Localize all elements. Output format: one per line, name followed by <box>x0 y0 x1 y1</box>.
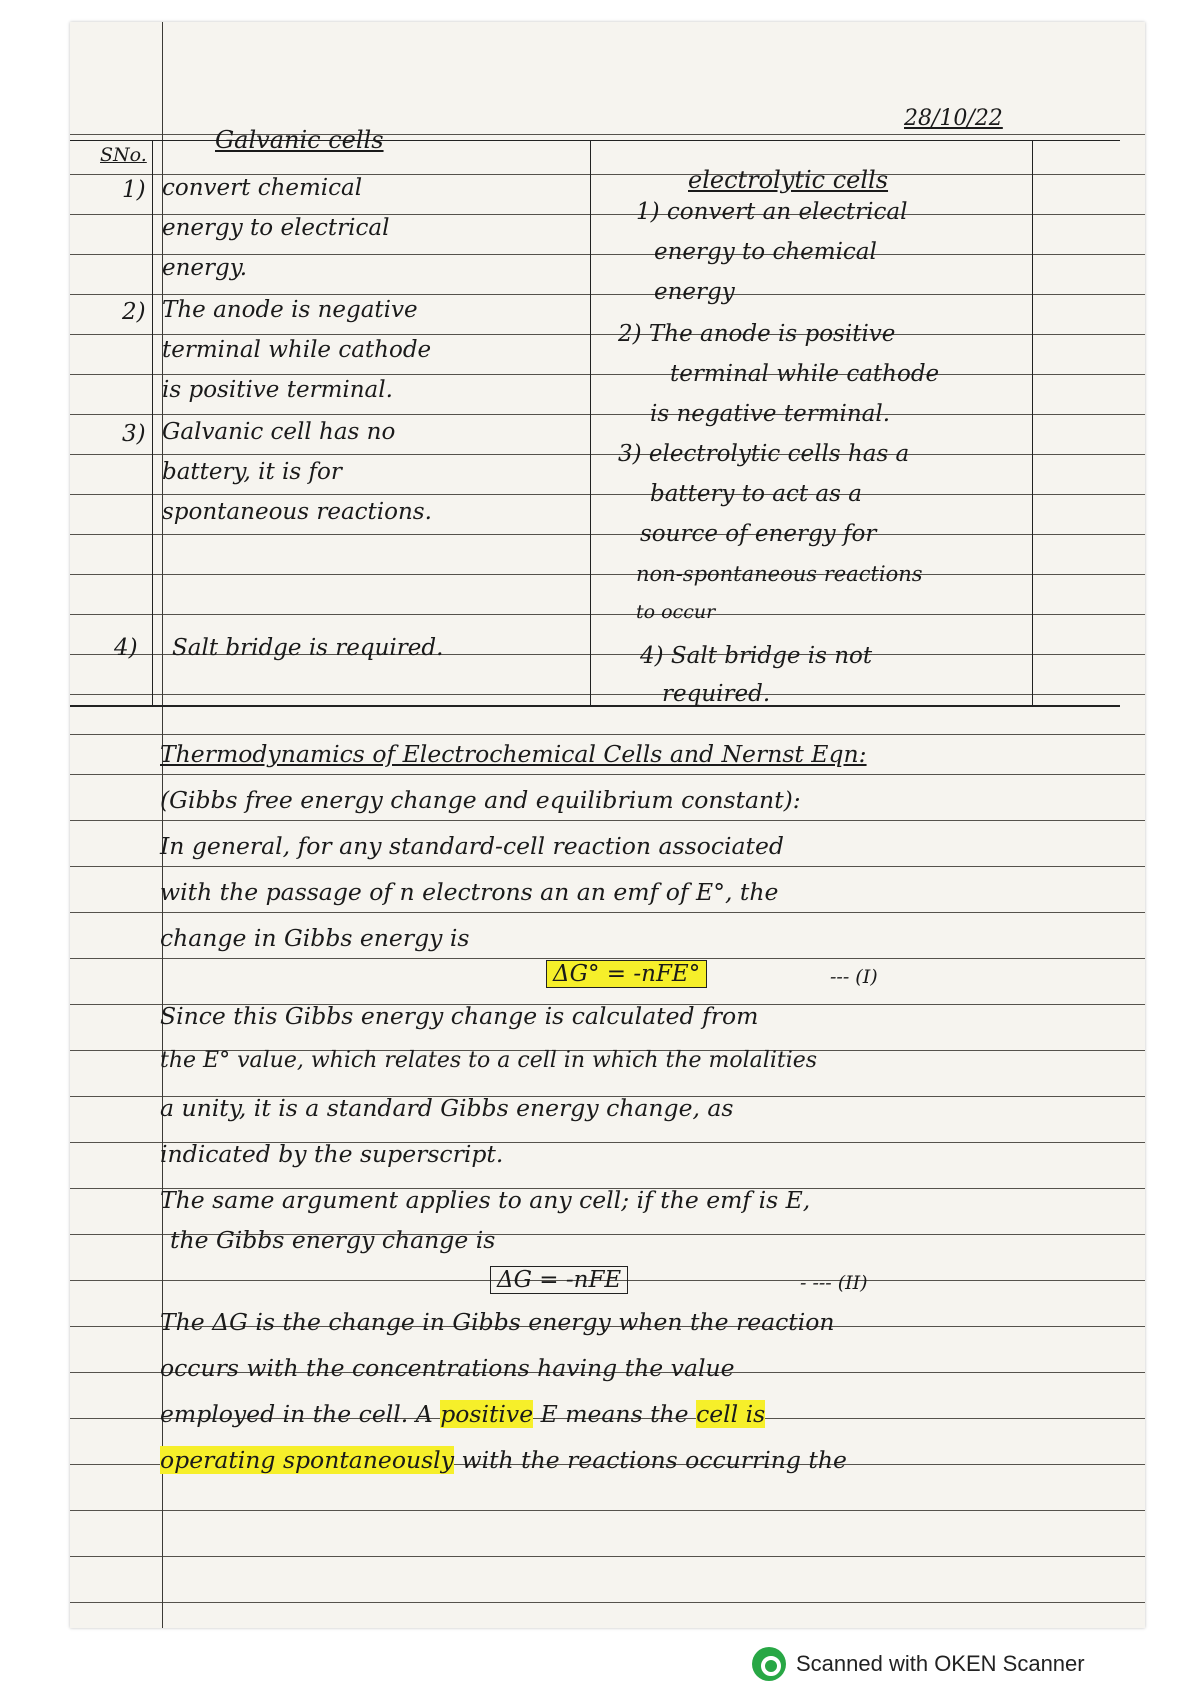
galvanic-row-1-line-3: energy. <box>162 255 248 281</box>
paragraph-fragment: A <box>415 1400 433 1428</box>
paragraph-line: In general, for any standard-cell reaction associated <box>160 832 784 860</box>
paragraph-fragment: employed in the cell. <box>160 1400 409 1428</box>
galvanic-row-2-line-2: terminal while cathode <box>162 337 432 363</box>
paragraph-line: with the passage of n electrons an an emf of E°, the <box>160 878 779 906</box>
electrolytic-row-1-line-2: energy to chemical <box>654 239 877 265</box>
paragraph-line: the E° value, which relates to a cell in which the molalities <box>160 1048 818 1073</box>
ruled-line <box>70 958 1145 959</box>
section-heading: Thermodynamics of Electrochemical Cells and Nernst Eqn: <box>160 740 867 768</box>
equation-standard-gibbs: ΔG° = -nFE° <box>546 960 707 988</box>
table-bottom-border <box>70 705 1120 707</box>
galvanic-row-1-line-1: convert chemical <box>162 175 363 201</box>
paragraph-fragment: E means the <box>540 1400 689 1428</box>
ruled-line <box>70 774 1145 775</box>
ruled-line <box>70 866 1145 867</box>
table-sno-divider <box>152 140 153 705</box>
electrolytic-row-3-line-1: 3) electrolytic cells has a <box>618 441 910 467</box>
oken-logo-icon <box>752 1647 786 1681</box>
electrolytic-row-4-line-1: 4) Salt bridge is not <box>640 643 873 669</box>
equation-number: - --- (II) <box>800 1272 868 1294</box>
paragraph-line <box>160 1400 765 1428</box>
electrolytic-header: electrolytic cells <box>688 166 889 194</box>
paragraph-line: indicated by the superscript. <box>160 1140 504 1168</box>
paragraph-line <box>160 1446 847 1474</box>
ruled-line <box>70 534 1145 535</box>
galvanic-row-3-line-1: Galvanic cell has no <box>162 419 396 445</box>
electrolytic-row-2-line-1: 2) The anode is positive <box>618 321 896 347</box>
highlighted-text: cell is <box>696 1400 766 1428</box>
galvanic-header: Galvanic cells <box>215 126 384 154</box>
page-date: 28/10/22 <box>904 106 1003 131</box>
paragraph-line: the Gibbs energy change is <box>170 1226 496 1254</box>
electrolytic-row-3-line-5: to occur <box>636 601 716 623</box>
galvanic-row-3-line-3: spontaneous reactions. <box>162 499 432 525</box>
paragraph-line: a unity, it is a standard Gibbs energy change, as <box>160 1094 734 1122</box>
paragraph-line: Since this Gibbs energy change is calculated from <box>160 1002 759 1030</box>
electrolytic-row-4-line-2: required. <box>662 681 771 707</box>
ruled-line <box>70 734 1145 735</box>
electrolytic-row-1-line-1: 1) convert an electrical <box>636 199 908 225</box>
scanner-text: Scanned with OKEN Scanner <box>796 1651 1085 1676</box>
electrolytic-row-2-line-3: is negative terminal. <box>650 401 891 427</box>
paragraph-line: occurs with the concentrations having the value <box>160 1354 735 1382</box>
paragraph-fragment: with the reactions occurring the <box>461 1446 847 1474</box>
table-column-divider <box>590 140 591 705</box>
notebook-page <box>70 22 1145 1628</box>
electrolytic-row-3-line-3: source of energy for <box>640 521 877 547</box>
galvanic-row-2-line-1: The anode is negative <box>162 297 418 323</box>
ruled-line <box>70 1556 1145 1557</box>
paragraph-line: The ΔG is the change in Gibbs energy when the reaction <box>160 1308 835 1336</box>
highlighted-text: operating spontaneously <box>160 1446 454 1474</box>
scanner-watermark <box>752 1644 1085 1684</box>
galvanic-row-2-line-3: is positive terminal. <box>162 377 393 403</box>
galvanic-row-3-line-2: battery, it is for <box>162 459 342 485</box>
highlighted-text: positive <box>440 1400 534 1428</box>
ruled-line <box>70 614 1145 615</box>
electrolytic-row-2-line-2: terminal while cathode <box>670 361 940 387</box>
electrolytic-row-3-line-4: non-spontaneous reactions <box>636 562 923 586</box>
ruled-line <box>70 694 1145 695</box>
paragraph-line: The same argument applies to any cell; if the emf is E, <box>160 1186 811 1214</box>
sno-header: SNo. <box>100 144 147 166</box>
row-number: 2) <box>122 299 146 325</box>
ruled-line <box>70 912 1145 913</box>
section-subheading: (Gibbs free energy change and equilibrium constant): <box>160 786 801 814</box>
electrolytic-row-3-line-2: battery to act as a <box>650 481 862 507</box>
galvanic-row-1-line-2: energy to electrical <box>162 215 390 241</box>
row-number: 1) <box>122 177 146 203</box>
equation-gibbs: ΔG = -nFE <box>490 1266 628 1294</box>
ruled-line <box>70 820 1145 821</box>
ruled-line <box>70 574 1145 575</box>
equation-number: --- (I) <box>830 966 878 988</box>
table-right-border <box>1032 140 1033 705</box>
electrolytic-row-1-line-3: energy <box>654 279 735 305</box>
ruled-line <box>70 1602 1145 1603</box>
ruled-line <box>70 1510 1145 1511</box>
paragraph-line: change in Gibbs energy is <box>160 924 470 952</box>
row-number: 3) <box>122 421 146 447</box>
row-number: 4) <box>114 635 138 661</box>
galvanic-row-4-line-1: Salt bridge is required. <box>172 635 444 661</box>
